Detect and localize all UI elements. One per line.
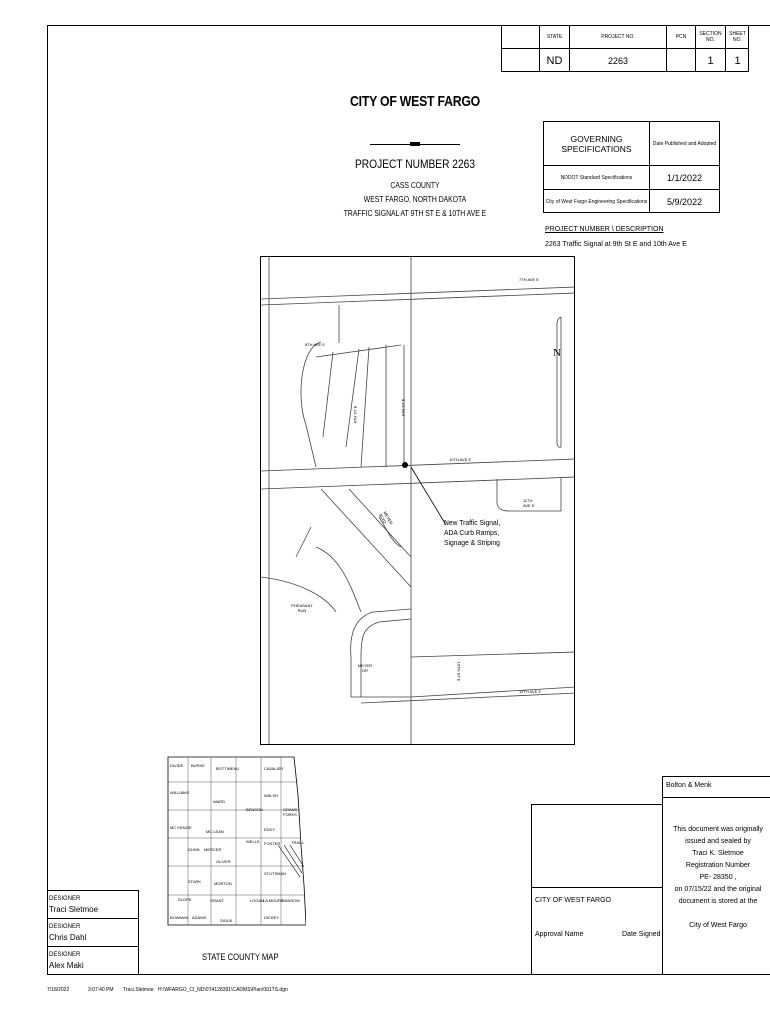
street-label: 10TH ST E: [456, 661, 462, 682]
designer-label: DESIGNER: [49, 952, 81, 958]
county-label: DIVIDE: [170, 763, 184, 768]
county-label: GRANT: [210, 898, 224, 903]
county-label: WELLS: [246, 839, 260, 844]
spec-row-date: 1/1/2022: [666, 172, 703, 183]
county-label: SLOPE: [178, 897, 192, 902]
designer-label: DESIGNER: [49, 896, 81, 902]
pcn-value: [667, 49, 696, 72]
project-city: WEST FARGO, NORTH DAKOTA: [363, 195, 467, 204]
county-label: CAVALIER: [264, 766, 284, 771]
section-no-col-label: SECTION NO.: [696, 26, 726, 49]
signal-callout: New Traffic Signal, ADA Curb Ramps, Signage & Striping: [444, 518, 501, 547]
plot-time: 3:07:40 PM: [88, 987, 114, 993]
designer-label: DESIGNER: [49, 924, 81, 930]
street-label: 10TH AVE E: [449, 457, 472, 462]
county-label: MORTON: [214, 881, 232, 886]
project-number: PROJECT NUMBER 2263: [355, 157, 475, 171]
county-label: DICKEY: [264, 915, 279, 920]
section-no-value: 1: [696, 49, 726, 72]
spec-row-date: 5/9/2022: [666, 196, 703, 207]
spec-date-header: Date Published and Adopted: [652, 140, 717, 147]
county-label: OLIVER: [216, 859, 231, 864]
firm-name: Bolton & Menk: [666, 782, 712, 789]
county-label: DUNN: [188, 847, 200, 852]
spec-header: GOVERNING SPECIFICATIONS: [544, 122, 650, 165]
sheet-title: CITY OF WEST FARGO: [350, 93, 480, 110]
state-value: ND: [540, 49, 570, 72]
county-label: SIOUX: [220, 918, 233, 923]
county-label: STARK: [188, 879, 202, 884]
county-label: MC KENZIE: [170, 825, 192, 830]
street-label: MEYER BLVD: [378, 510, 394, 526]
county-label: BURKE: [191, 763, 205, 768]
description-text: 2263 Traffic Signal at 9th St E and 10th Ave E: [545, 241, 687, 248]
designer-name: Alex Maki: [49, 961, 84, 970]
governing-specifications-table: [543, 121, 720, 213]
county-map-title: STATE COUNTY MAP: [202, 952, 279, 962]
designer-name: Chris Dahl: [49, 933, 87, 942]
county-label: WILLIAMS: [170, 790, 190, 795]
county-label: MERCER: [204, 847, 222, 852]
county-label: TRAILL: [291, 840, 305, 845]
street-label: 9TH ST E: [400, 398, 406, 417]
county-label: ADAMS: [192, 915, 207, 920]
county-label: STUTSMAN: [264, 871, 286, 876]
seal-block: [662, 776, 770, 975]
approval-date-label: Date Signed: [622, 931, 661, 938]
sheet-no-value: 1: [734, 54, 741, 67]
plot-date: 7/18/2022: [47, 987, 70, 993]
approval-owner: CITY OF WEST FARGO: [535, 897, 611, 904]
county-label: BENSON: [246, 807, 263, 812]
county-label: WARD: [213, 799, 226, 804]
street-label: MEYER DR: [357, 663, 373, 673]
plot-user: Traci.Sletmoe: [123, 987, 154, 993]
approval-name-label: Approval Name: [535, 931, 584, 938]
county-label: RANSOM: [282, 898, 300, 903]
county-label: LA MOURE: [263, 898, 284, 903]
sheet-no-col-label: SHEET NO.: [726, 26, 749, 49]
pcn-col-label: PCN: [667, 26, 696, 49]
county-label: EDDY: [264, 827, 276, 832]
street-label: 12TH AVE E: [519, 689, 542, 694]
project-description: TRAFFIC SIGNAL AT 9TH ST E & 10TH AVE E: [343, 209, 487, 218]
county-label: MC LEAN: [206, 829, 224, 834]
vicinity-map: [260, 256, 575, 745]
spec-row-name: NDDOT Standard Specifications: [544, 166, 650, 189]
state-county-map: [166, 755, 306, 927]
project-no-col-label: PROJECT NO.: [570, 26, 667, 49]
county-label: BOWMAN: [170, 915, 189, 920]
county-label: LOGAN: [250, 898, 265, 903]
state-col-label: STATE: [540, 26, 570, 49]
designer-block: [47, 890, 139, 975]
description-heading: PROJECT NUMBER \ DESCRIPTION: [545, 226, 664, 233]
street-label: 7TH AVE E: [519, 277, 539, 282]
seal-statement: This document was originally issued and sealed by Traci K. Sletmoe Registration Number PE- 28350 , on 07/15/22 and the original document is stored at the City of West Fargo: [673, 826, 763, 929]
county-label: WALSH: [264, 793, 279, 798]
file-path: H:\WFARGO_CI_ND\0T4128391\CADMS\Plan\001TS.dgn: [158, 987, 288, 993]
project-no-value: 2263: [570, 49, 667, 72]
street-label: 8TH AVE E: [305, 342, 325, 347]
sheet-header-table: [501, 25, 749, 72]
street-label: 8TH ST E: [352, 405, 358, 424]
project-county: CASS COUNTY: [390, 181, 440, 190]
street-label: 11TH AVE E: [523, 498, 535, 508]
designer-name: Traci Sletmoe: [49, 905, 99, 914]
county-label: BOTTINEAU: [216, 766, 239, 771]
spec-row-name: City of West Fargo Engineering Specifications: [544, 190, 650, 213]
north-arrow-icon: N: [553, 347, 561, 359]
county-label: GRAND FORKS: [283, 807, 298, 817]
approval-block: [531, 804, 662, 975]
street-label: PHEASANT RUN: [291, 603, 313, 613]
county-label: FOSTER: [264, 841, 281, 846]
